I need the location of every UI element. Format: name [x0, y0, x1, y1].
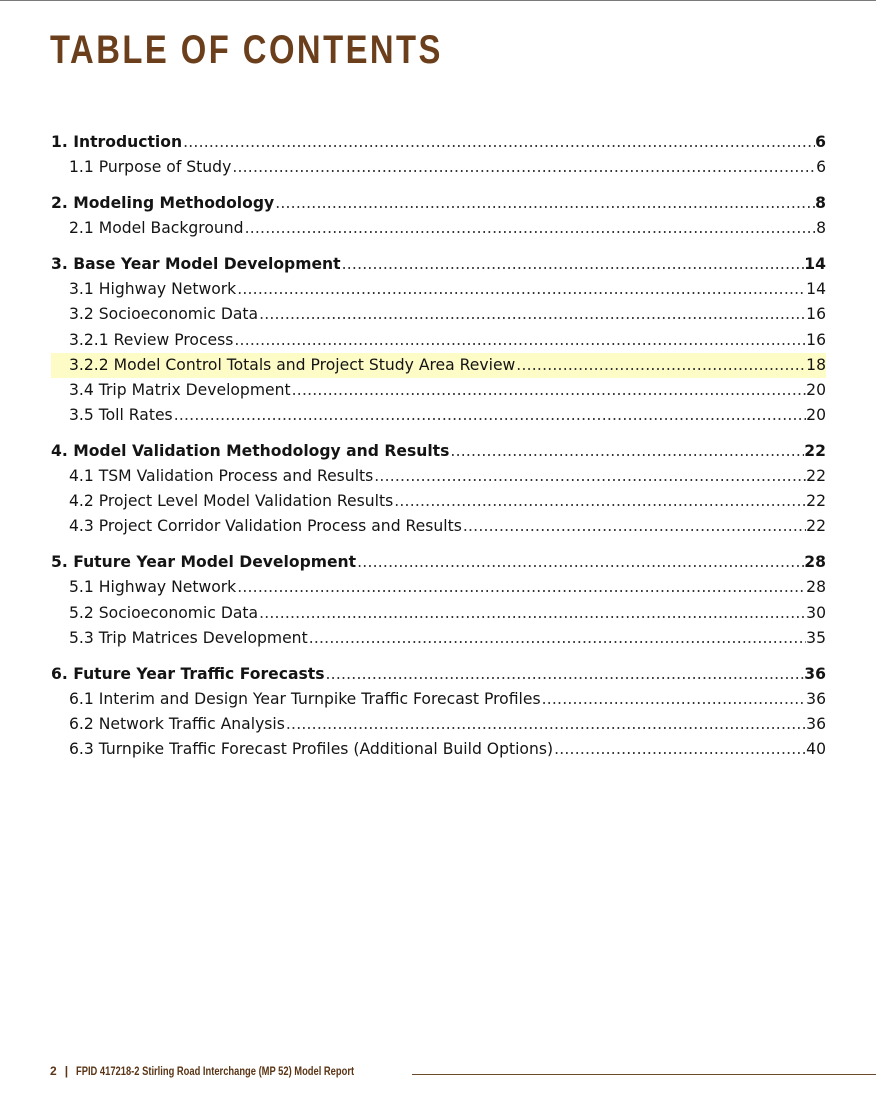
toc-subsection-entry[interactable] — [51, 378, 826, 403]
footer-separator: | — [64, 1064, 69, 1078]
toc-section — [51, 191, 826, 241]
toc-entry-page-number: 6 — [816, 158, 826, 177]
toc-dot-leader — [393, 489, 806, 514]
toc-entry-page-number: 6 — [815, 133, 826, 151]
toc-entry-label: 6.1 Interim and Design Year Turnpike Traffic Forecast Profiles — [69, 689, 541, 708]
toc-entry-label: 5.1 Highway Network — [69, 578, 237, 597]
toc-entry-label: 2.1 Model Background — [69, 219, 244, 238]
toc-subsection-entry[interactable] — [51, 514, 826, 539]
toc-entry-page-number: 8 — [816, 219, 826, 238]
toc-subsection-entry[interactable] — [51, 302, 826, 327]
toc-entry-label: 3. Base Year Model Development — [51, 254, 341, 273]
toc-entry-label: 5.2 Socioeconomic Data — [69, 603, 259, 622]
toc-dot-leader — [462, 514, 806, 539]
toc-dot-leader — [236, 575, 806, 600]
toc-entry-page-number: 22 — [804, 441, 826, 460]
toc-section — [51, 662, 826, 763]
toc-entry-page-number: 28 — [806, 578, 826, 597]
toc-entry-label: 2. Modeling Methodology — [51, 193, 275, 212]
toc-entry-label: 6. Future Year Traffic Forecasts — [51, 664, 325, 683]
toc-entry-label: 6.3 Turnpike Traffic Forecast Profiles (Additional Build Options) — [69, 740, 554, 759]
toc-entry-page-number: 18 — [806, 355, 826, 374]
toc-entry-label: 4.2 Project Level Model Validation Results — [69, 492, 394, 511]
toc-dot-leader — [341, 252, 805, 277]
toc-dot-leader — [285, 712, 806, 737]
toc-entry-label: 5. Future Year Model Development — [51, 553, 357, 572]
toc-section — [51, 252, 826, 428]
toc-entry-label: 5.3 Trip Matrices Development — [69, 628, 308, 647]
toc-dot-leader — [541, 687, 807, 712]
toc-section — [51, 550, 826, 651]
toc-dot-leader — [258, 601, 806, 626]
toc-entry-page-number: 8 — [815, 193, 826, 212]
toc-entry-label: 6.2 Network Traffic Analysis — [69, 714, 285, 733]
toc-entry-label: 4.3 Project Corridor Validation Process and Results — [69, 517, 462, 536]
toc-section — [51, 439, 826, 540]
toc-dot-leader — [244, 216, 817, 241]
toc-entry-label: 3.2.2 Model Control Totals and Project Study Area Review — [69, 355, 516, 374]
toc-entry-label: 3.5 Toll Rates — [69, 406, 173, 425]
toc-section-entry[interactable] — [51, 439, 826, 464]
toc-entry-page-number: 14 — [806, 280, 826, 299]
toc-dot-leader — [449, 439, 804, 464]
toc-entry-label: 1. Introduction — [51, 133, 183, 151]
toc-subsection-entry[interactable] — [51, 155, 826, 180]
toc-dot-leader — [173, 403, 806, 428]
toc-section-entry[interactable] — [51, 252, 826, 277]
toc-subsection-entry[interactable] — [51, 575, 826, 600]
toc-entry-page-number: 30 — [806, 603, 826, 622]
page-footer — [50, 1064, 876, 1078]
top-border — [0, 0, 876, 1]
toc-entry-page-number: 36 — [806, 714, 826, 733]
toc-dot-leader — [373, 464, 806, 489]
toc-dot-leader — [258, 302, 806, 327]
toc-subsection-entry[interactable] — [51, 353, 826, 378]
toc-dot-leader — [515, 353, 806, 378]
toc-entry-label: 4. Model Validation Methodology and Results — [51, 441, 450, 460]
toc-dot-leader — [325, 662, 805, 687]
toc-entry-page-number: 16 — [806, 305, 826, 324]
toc-entry-label: 3.4 Trip Matrix Development — [69, 380, 291, 399]
toc-subsection-entry[interactable] — [51, 601, 826, 626]
toc-entry-page-number: 22 — [806, 492, 826, 511]
toc-dot-leader — [553, 737, 806, 762]
toc-subsection-entry[interactable] — [51, 687, 826, 712]
toc-subsection-entry[interactable] — [51, 277, 826, 302]
page-title: TABLE OF CONTENTS — [50, 28, 443, 72]
toc-section — [51, 130, 826, 180]
footer-rule — [412, 1074, 876, 1075]
toc-section-entry[interactable] — [51, 191, 826, 216]
toc-dot-leader — [233, 328, 806, 353]
toc-entry-page-number: 40 — [806, 740, 826, 759]
toc-subsection-entry[interactable] — [51, 328, 826, 353]
footer-page-number: 2 — [50, 1064, 57, 1078]
toc-entry-page-number: 36 — [804, 664, 826, 683]
toc-entry-page-number: 20 — [806, 380, 826, 399]
toc-subsection-entry[interactable] — [51, 403, 826, 428]
toc-entry-page-number: 28 — [804, 553, 826, 572]
toc-dot-leader — [291, 378, 807, 403]
toc-dot-leader — [182, 130, 815, 155]
toc-dot-leader — [236, 277, 806, 302]
toc-dot-leader — [274, 191, 815, 216]
table-of-contents — [51, 130, 826, 762]
toc-entry-page-number: 35 — [806, 628, 826, 647]
toc-entry-label: 3.2.1 Review Process — [69, 330, 234, 349]
toc-entry-page-number: 20 — [806, 406, 826, 425]
toc-subsection-entry[interactable] — [51, 712, 826, 737]
toc-subsection-entry[interactable] — [51, 216, 826, 241]
toc-dot-leader — [308, 626, 806, 651]
toc-subsection-entry[interactable] — [51, 464, 826, 489]
toc-dot-leader — [231, 155, 816, 180]
toc-entry-label: 3.1 Highway Network — [69, 280, 237, 299]
toc-section-entry[interactable] — [51, 550, 826, 575]
toc-entry-label: 3.2 Socioeconomic Data — [69, 305, 259, 324]
toc-entry-label: 4.1 TSM Validation Process and Results — [69, 467, 374, 486]
toc-dot-leader — [356, 550, 804, 575]
toc-entry-page-number: 22 — [806, 467, 826, 486]
toc-entry-page-number: 36 — [806, 689, 826, 708]
toc-section-entry[interactable] — [51, 130, 826, 155]
toc-subsection-entry[interactable] — [51, 626, 826, 651]
footer-report-title: FPID 417218-2 Stirling Road Interchange (MP 52) Model Report — [76, 1064, 355, 1078]
toc-entry-page-number: 14 — [804, 254, 826, 273]
toc-subsection-entry[interactable] — [51, 489, 826, 514]
toc-section-entry[interactable] — [51, 662, 826, 687]
toc-entry-page-number: 22 — [806, 517, 826, 536]
toc-subsection-entry[interactable] — [51, 737, 826, 762]
toc-entry-label: 1.1 Purpose of Study — [69, 158, 232, 177]
toc-entry-page-number: 16 — [806, 330, 826, 349]
